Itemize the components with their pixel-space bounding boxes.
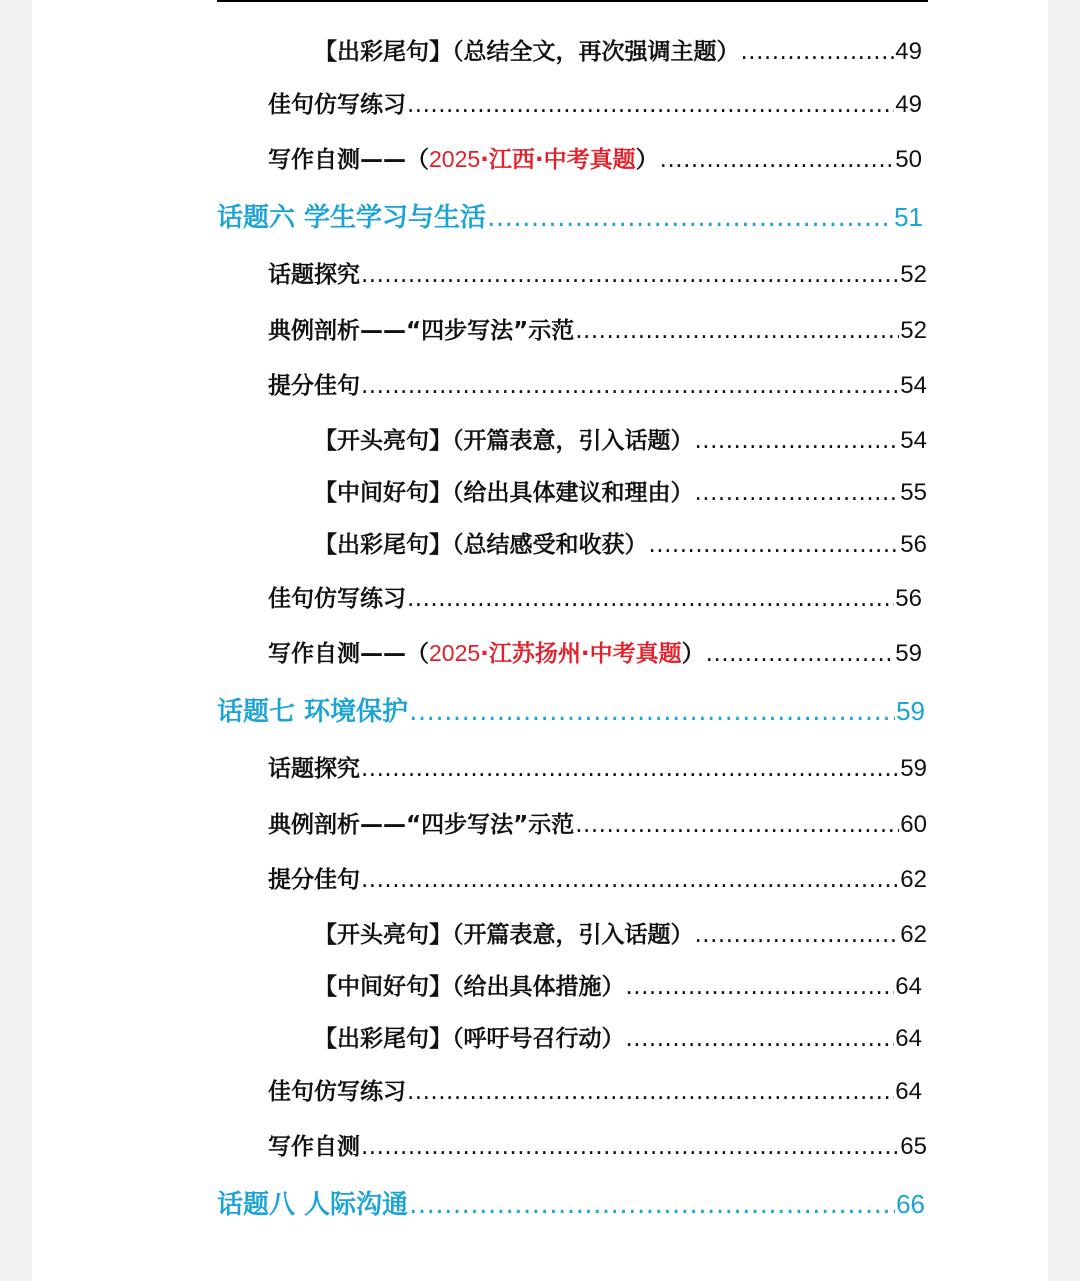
toc-page-number: 49: [895, 38, 922, 65]
toc-entry-label: 【开头亮句】（开篇表意，引入话题）: [314, 428, 694, 454]
toc-entry-label: 提分佳句: [268, 373, 360, 399]
toc-entry-label: 话题六 学生学习与生活: [217, 203, 487, 233]
leader-dots: [695, 480, 900, 506]
leader-dots: [626, 974, 895, 1000]
leader-dots: [660, 147, 895, 173]
leader-dots: [361, 373, 899, 399]
toc-entry[interactable]: [268, 750, 927, 783]
toc-page-number: 50: [895, 146, 922, 173]
leader-dots: [741, 39, 895, 65]
toc-page-number: 54: [900, 372, 927, 399]
leader-dots: [361, 756, 899, 782]
toc-page-number: 64: [895, 1025, 922, 1052]
toc-entry-label: 话题探究: [268, 262, 360, 288]
toc-entry[interactable]: [314, 916, 927, 949]
toc-entry-label: 【出彩尾句】（呼吁号召行动）: [314, 1026, 625, 1052]
toc-page-number: 59: [895, 640, 922, 667]
toc-page-number: 59: [896, 696, 925, 726]
source-tag: 2025·江苏扬州·中考真题: [429, 640, 682, 667]
leader-dots: [361, 262, 899, 288]
leader-dots: [407, 1079, 894, 1105]
toc-page-number: 52: [900, 261, 927, 288]
toc-topic-heading[interactable]: [217, 691, 925, 728]
toc-entry-label: 话题八 人际沟通: [217, 1190, 409, 1220]
toc-page-number: 54: [900, 427, 927, 454]
toc-page-number: 56: [895, 585, 922, 612]
leader-dots: [487, 203, 893, 233]
toc-page-number: 56: [900, 531, 927, 558]
leader-dots: [575, 812, 899, 838]
toc-page-number: 49: [895, 91, 922, 118]
toc-entry-label: 【出彩尾句】（总结感受和收获）: [314, 532, 648, 558]
toc-entry-label: 话题探究: [268, 756, 360, 782]
toc-entry-label: 话题七 环境保护: [217, 697, 409, 727]
toc-entry[interactable]: [314, 474, 927, 507]
toc-entry[interactable]: [314, 422, 927, 455]
toc-entry[interactable]: [268, 635, 922, 668]
toc-entry[interactable]: [268, 861, 927, 894]
toc-page-number: 66: [896, 1189, 925, 1219]
toc-entry[interactable]: [268, 141, 922, 174]
leader-dots: [649, 532, 900, 558]
leader-dots: [695, 922, 900, 948]
leader-dots: [409, 1190, 895, 1220]
toc-entry-label: 【中间好句】（给出具体建议和理由）: [314, 480, 694, 506]
toc-entry-label: 佳句仿写练习: [268, 586, 406, 612]
toc-entry-label: 【出彩尾句】（总结全文，再次强调主题）: [314, 39, 740, 65]
toc-page-number: 59: [900, 755, 927, 782]
leader-dots: [407, 586, 894, 612]
toc-page-number: 64: [895, 973, 922, 1000]
toc-page-number: 62: [900, 866, 927, 893]
top-rule: [217, 0, 928, 2]
toc-entry[interactable]: [314, 33, 922, 66]
toc-entry[interactable]: [268, 806, 927, 839]
toc-entry[interactable]: [268, 580, 922, 613]
toc-topic-heading[interactable]: [217, 1184, 925, 1221]
toc-page-number: 51: [894, 202, 923, 232]
leader-dots: [361, 1134, 899, 1160]
toc-entry[interactable]: [268, 312, 927, 345]
toc-page-number: 65: [900, 1133, 927, 1160]
toc-entry[interactable]: [268, 256, 927, 289]
toc-entry-label: 提分佳句: [268, 867, 360, 893]
leader-dots: [409, 697, 895, 727]
toc-entry[interactable]: [314, 1020, 922, 1053]
toc-entry-label: 写作自测——（2025·江西·中考真题）: [268, 146, 659, 173]
leader-dots: [361, 867, 899, 893]
toc-entry[interactable]: [268, 86, 922, 119]
source-tag: 2025·江西·中考真题: [429, 146, 636, 173]
toc-entry[interactable]: [268, 1128, 927, 1161]
toc-topic-heading[interactable]: [217, 197, 923, 234]
toc-entry-label: 写作自测: [268, 1134, 360, 1160]
toc-page-number: 62: [900, 921, 927, 948]
toc-entry-label: 写作自测——（2025·江苏扬州·中考真题）: [268, 640, 705, 667]
toc-entry-label: 佳句仿写练习: [268, 1079, 406, 1105]
toc-entry-label: 典例剖析——“四步写法”示范: [268, 318, 575, 344]
toc-entry-label: 佳句仿写练习: [268, 92, 406, 118]
toc-entry[interactable]: [268, 367, 927, 400]
toc-page-number: 64: [895, 1078, 922, 1105]
leader-dots: [575, 318, 899, 344]
toc-entry-label: 【中间好句】（给出具体措施）: [314, 974, 625, 1000]
toc-page-number: 52: [900, 317, 927, 344]
toc-page: [32, 0, 1048, 1281]
toc-entry-label: 【开头亮句】（开篇表意，引入话题）: [314, 922, 694, 948]
leader-dots: [706, 641, 895, 667]
toc-entry[interactable]: [314, 526, 927, 559]
toc-page-number: 60: [900, 811, 927, 838]
toc-entry[interactable]: [314, 968, 922, 1001]
leader-dots: [626, 1026, 895, 1052]
leader-dots: [407, 92, 894, 118]
leader-dots: [695, 428, 900, 454]
toc-entry-label: 典例剖析——“四步写法”示范: [268, 812, 575, 838]
toc-page-number: 55: [900, 479, 927, 506]
toc-entry[interactable]: [268, 1073, 922, 1106]
